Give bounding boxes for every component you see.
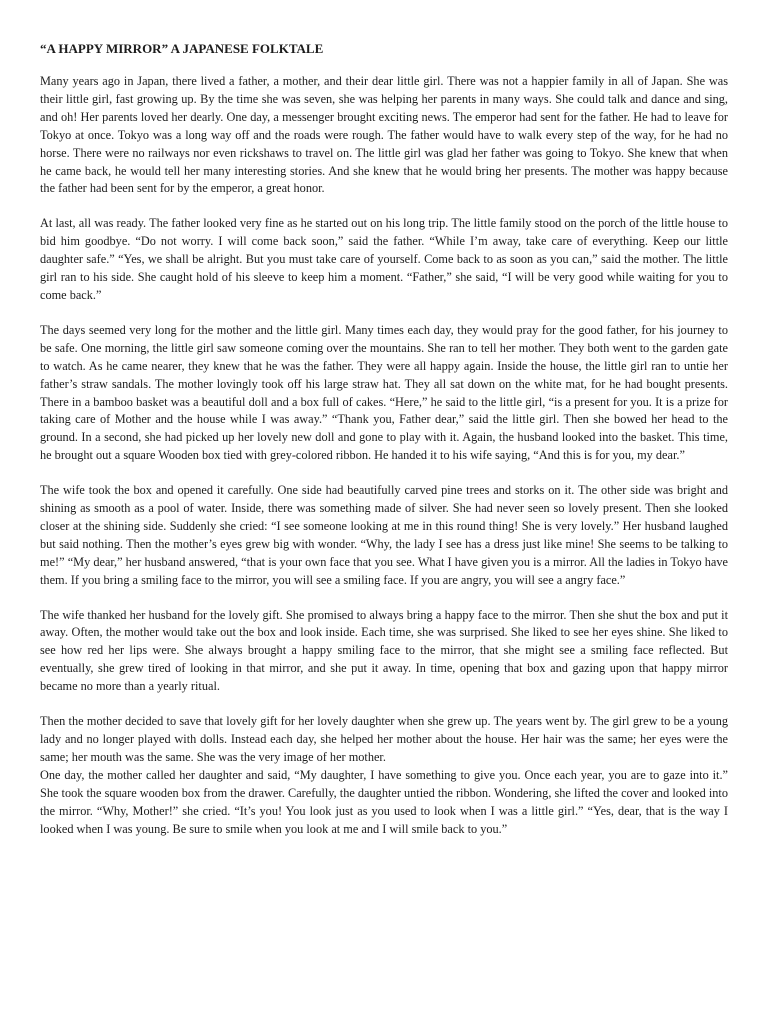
document-page bbox=[40, 40, 728, 855]
paragraph: Many years ago in Japan, there lived a father, a mother, and their dear little girl. There was not a happier family in all of Japan. She was their little girl, fast growing up. By the time she was seven, she was helping her parents in many ways. She could talk and dance and sing, and oh! Her parents loved her dearly. One day, a messenger brought exciting news. The emperor had sent for the father. He had to leave for Tokyo at once. Tokyo was a long way off and the roads were rough. The father would have to walk every step of the way, for he had no horse. There were no railways nor even rickshaws to travel on. The little girl was glad her father was going to Tokyo. She knew that when he came back, he would tell her many interesting stories. And she knew that he would bring her presents. The mother was happy because the father had been sent for by the emperor, a great honor. bbox=[40, 74, 728, 196]
document-title: “A HAPPY MIRROR” A JAPANESE FOLKTALE bbox=[40, 41, 324, 56]
paragraph: The wife thanked her husband for the lovely gift. She promised to always bring a happy face to the mirror. Then she shut the box and put it away. Often, the mother would take out the box and look inside. Each time, she was surprised. She liked to see her eyes shine. She liked to see how red her lips were. She always brought a happy smiling face to the mirror, that she might see a smiling face reflected. But eventually, she grew tired of looking in that mirror, and she put it away. In time, opening that box and gazing upon that happy mirror became no more than a yearly ritual. bbox=[40, 607, 728, 694]
paragraph: The wife took the box and opened it carefully. One side had beautifully carved pine trees and storks on it. The other side was bright and shining as smooth as a pool of water. Inside, there was something made of silver. She had never seen so lovely present. Then she looked closer at the shining side. Suddenly she cried: “I see someone looking at me in this round thing! She is very lovely.” Her husband laughed but said nothing. Then the mother’s eyes grew big with wonder. “Why, the lady I see has a dress just like mine! She seems to be talking to me!” “My dear,” her husband answered, “that is your own face that you see. What I have given you is a mirror. All the ladies in Tokyo have them. If you bring a smiling face to the mirror, you will see a smiling face. If you are angry, you will see a angry face.” bbox=[40, 483, 728, 587]
paragraph: Then the mother decided to save that lovely gift for her lovely daughter when she grew up. The years went by. The girl grew to be a young lady and no longer played with dolls. Instead each day, she helped her mother about the house. Her hair was the same; her eyes were the same; her mouth was the same. She was the very image of her mother. bbox=[40, 714, 728, 764]
paragraph: At last, all was ready. The father looked very fine as he started out on his long trip. The little family stood on the porch of the little house to bid him goodbye. “Do not worry. I will come back soon,” said the father. “While I’m away, take care of everything. Keep our little daughter safe.” “Yes, we shall be alright. But you must take care of yourself. Come back to as soon as you can,” said the mother. The little girl ran to his side. She caught hold of his sleeve to keep him a moment. “Father,” she said, “I will be very good while waiting for you to come back.” bbox=[40, 216, 728, 302]
paragraph: One day, the mother called her daughter and said, “My daughter, I have something to give you. Once each year, you are to gaze into it.” She took the square wooden box from the drawer. Carefully, the daughter untied the ribbon. Wondering, she lifted the cover and looked into the mirror. “Why, Mother!” she cried. “It’s you! You look just as you used to look when I was a little girl.” “Yes, dear, that is the way I looked when I was young. Be sure to smile when you look at me and I will smile back to you.” bbox=[40, 767, 728, 836]
paragraph: The days seemed very long for the mother and the little girl. Many times each day, they would pray for the good father, for his journey to be safe. One morning, the little girl saw someone coming over the mountains. She ran to tell her mother. They both went to the garden gate to watch. As he came nearer, they knew that he was the father. They were all happy again. Inside the house, the little girl ran to untie her father’s straw sandals. The mother lovingly took off his large straw hat. They all sat down on the white mat, for he had bought presents. There in a bamboo basket was a beautiful doll and a box full of cakes. “Here,” he said to the little girl, “is a present for you. It is a prize for taking care of Mother and the house while I was away.” “Thank you, Father dear,” said the little girl. Then she bowed her head to the ground. In a second, she had picked up her lovely new doll and gone to play with it. Again, the husband looked into the basket. This time, he brought out a square Wooden box tied with grey-colored ribbon. He handed it to his wife saying, “And this is for you, my dear.” bbox=[40, 322, 728, 463]
